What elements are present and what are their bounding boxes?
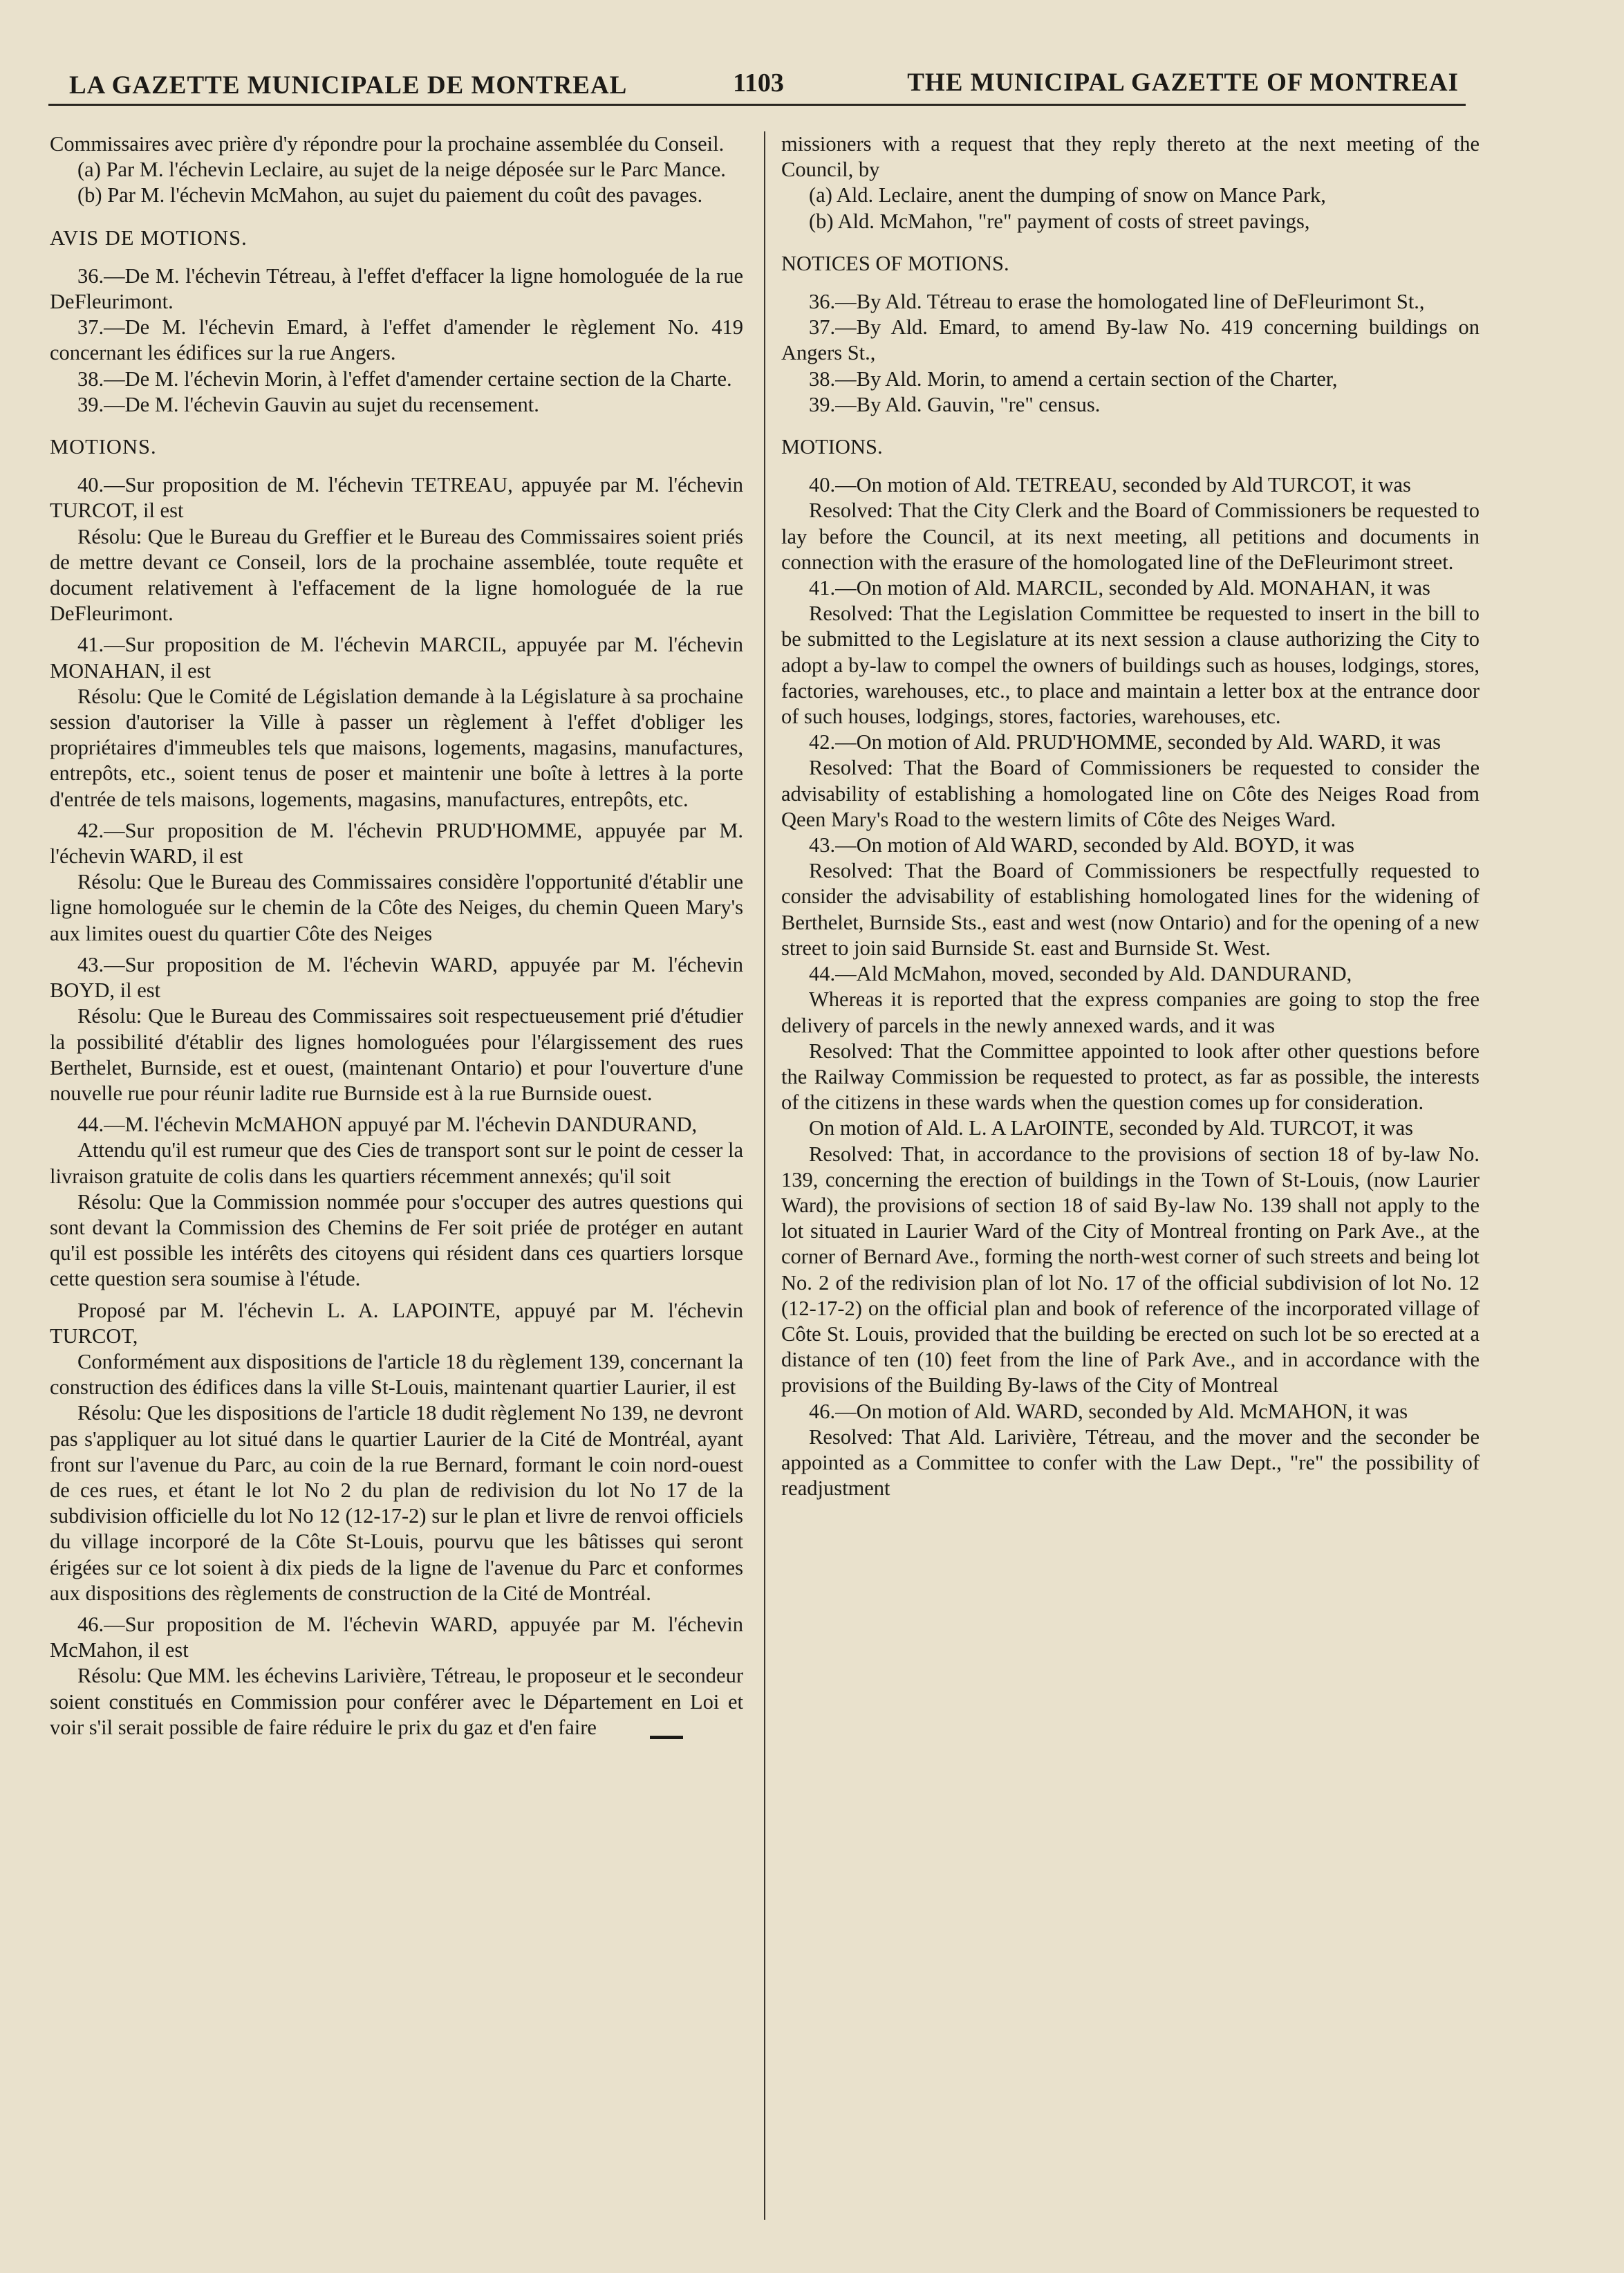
en-motion-43-resolution: Resolved: That the Board of Commissioners be respectfully requested to consider the advisability of establishing homologated lines for the widening of Berthelet, Burnside Sts., east and west (now Ontario) and for the opening of a new street to join said Burnside St. east and Burnside St. West. — [781, 859, 1480, 960]
en-motion-42-resolution: Resolved: That the Board of Commissioners be requested to consider the advisability of establishing a homologated line on Côte des Neiges Road from Qeen Mary's Road to the western limits of Côte des Neiges Ward. — [781, 756, 1480, 831]
fr-motion-43: 43.—Sur proposition de M. l'échevin WARD, appuyée par M. l'échevin BOYD, il est — [50, 952, 743, 1003]
fr-motion-42: 42.—Sur proposition de M. l'échevin PRUD'HOMME, appuyée par M. l'échevin WARD, il est — [50, 818, 743, 869]
fr-motion-45-resolution: Résolu: Que les dispositions de l'article 18 dudit règlement No 139, ne devront pas s'appliquer au lot situé dans le quartier Laurier de la Cité de Montréal, ayant front sur l'avenue du Parc, au coin de la rue Bernard, formant le coin nord-ouest de ces rues, et étant le lot No 2 du plan de redivision du lot No 17 de la subdivision officielle du lot No 12 (12-17-2) sur le plan et livre de renvoi officiels du village incorporé de la Côte St-Louis, pourvu que les bâtisses qui seront érigées sur ce lot soient à dix pieds de la ligne de l'avenue du Parc et conformes aux dispositions des règlements de construction de la Cité de Montréal. — [50, 1401, 743, 1605]
fr-notice-38: 38.—De M. l'échevin Morin, à l'effet d'amender certaine section de la Charte. — [77, 367, 732, 391]
fr-motion-41-resolution: Résolu: Que le Comité de Législation demande à la Législature à sa prochaine session d'autoriser la Ville à passer un règlement à l'effet d'obliger les propriétaires d'immeubles tels que maisons, logements, magasins, manufactures, entrepôts, etc., soient tenus de poser et maintenir une boîte à lettres à la porte d'entrée de tels maisons, logements, magasins, manufactures, entrepôts, etc. — [50, 684, 743, 811]
fr-motion-40: 40.—Sur proposition de M. l'échevin TETREAU, appuyée par M. l'échevin TURCOT, il est — [50, 473, 743, 523]
fr-motion-41: 41.—Sur proposition de M. l'échevin MARCIL, appuyée par M. l'échevin MONAHAN, il est — [50, 633, 743, 683]
page-number: 1103 — [733, 68, 784, 98]
fr-motion-40-resolution: Résolu: Que le Bureau du Greffier et le Bureau des Commissaires soient priés de mettre devant ce Conseil, lors de la prochaine assemblée, toute requête et document relativement à l'effacement de la ligne homologuée de la rue DeFleurimont. — [50, 524, 743, 626]
fr-question-a: (a) Par M. l'échevin Leclaire, au sujet de la neige déposée sur le Parc Mance. — [77, 158, 726, 182]
en-motion-41-resolution: Resolved: That the Legislation Committee be requested to insert in the bill to be submitted to the Legislature at its next session a clause authorizing the City to adopt a by-law to compel the owners of buildings such as houses, lodgings, stores, factories, warehouses, etc., to place and maintain a letter box at the entrance door of such houses, lodgings, stores, factories, warehouses, etc. — [781, 602, 1480, 729]
fr-motion-46: 46.—Sur proposition de M. l'échevin WARD, appuyée par M. l'échevin McMahon, il est — [50, 1612, 743, 1662]
fr-motion-46-resolution: Résolu: Que MM. les échevins Larivière, Tétreau, le proposeur et le secondeur soient constitués en Commission pour conférer avec le Département en Loi et voir s'il serait possible de faire réduire le prix du gaz et d'en faire — [50, 1664, 743, 1739]
en-motion-40: 40.—On motion of Ald. TETREAU, seconded by Ald TURCOT, it was — [809, 473, 1411, 497]
en-motion-40-resolution: Resolved: That the City Clerk and the Board of Commissioners be requested to lay before the Council, at its next meeting, all petitions and documents in connection with the erasure of the homologated line of the DeFleurimont street. — [781, 499, 1480, 574]
en-motion-42: 42.—On motion of Ald. PRUD'HOMME, seconded by Ald. WARD, it was — [809, 730, 1441, 754]
fr-motion-43-resolution: Résolu: Que le Bureau des Commissaires soit respectueusement prié d'étudier la possibilité d'établir des lignes homologuées pour l'élargissement des rues Berthelet, Burnside, est et ouest, (maintenant Ontario) et pour l'ouverture d'une nouvelle rue pour réunir ladite rue Burnside est à la rue Burnside ouest. — [50, 1004, 743, 1105]
fr-question-b: (b) Par M. l'échevin McMahon, au sujet du paiement du coût des pavages. — [77, 183, 703, 207]
en-notice-36: 36.—By Ald. Tétreau to erase the homologated line of DeFleurimont St., — [809, 290, 1425, 314]
en-question-a: (a) Ald. Leclaire, anent the dumping of snow on Mance Park, — [809, 183, 1326, 207]
en-motion-44-resolution: Resolved: That the Committee appointed to look after other questions before the Railway Commission be requested to protect, as far as possible, the interests of the citizens in these wards when the question comes up for consideration. — [781, 1039, 1480, 1115]
en-notice-39: 39.—By Ald. Gauvin, "re" census. — [809, 392, 1101, 416]
page-header — [69, 59, 1459, 108]
english-masthead: THE MUNICIPAL GAZETTE OF MONTREAI — [907, 68, 1459, 97]
fr-notices-heading: AVIS DE MOTIONS. — [50, 225, 248, 250]
en-motion-46: 46.—On motion of Ald. WARD, seconded by Ald. McMAHON, it was — [809, 1399, 1408, 1423]
header-rule — [48, 104, 1466, 106]
en-motion-46-resolution: Resolved: That Ald. Larivière, Tétreau, and the mover and the seconder be appointed as a Committee to confer with the Law Dept., "re" the possibility of readjustment — [781, 1425, 1480, 1501]
french-masthead: LA GAZETTE MUNICIPALE DE MONTREAL — [69, 71, 628, 100]
fr-motion-44-resolution: Résolu: Que la Commission nommée pour s'occuper des autres questions qui sont devant la Commission des Chemins de Fer soit priée de protéger en autant qu'il est possible les intérêts des citoyens qui résident dans ces quartiers lorsque cette question sera soumise à l'étude. — [50, 1189, 743, 1291]
column-divider — [764, 131, 765, 2220]
fr-motion-44-whereas: Attendu qu'il est rumeur que des Cies de transport sont sur le point de cesser la livraison gratuite de colis dans les quartiers récemment annexés; qu'il soit — [50, 1138, 743, 1188]
fr-motion-42-resolution: Résolu: Que le Bureau des Commissaires considère l'opportunité d'établir une ligne homologuée sur le chemin de la Côte des Neiges, du chemin Queen Mary's aux limites ouest du quartier Côte des Neiges — [50, 870, 743, 945]
en-motion-44: 44.—Ald McMahon, moved, seconded by Ald. DANDURAND, — [809, 962, 1352, 986]
en-motion-41: 41.—On motion of Ald. MARCIL, seconded by Ald. MONAHAN, it was — [809, 576, 1430, 600]
en-question-b: (b) Ald. McMahon, "re" payment of costs of street pavings, — [809, 209, 1310, 233]
fr-motion-45-preamble: Conformément aux dispositions de l'article 18 du règlement 139, concernant la construction des édifices dans la ville St-Louis, maintenant quartier Laurier, il est — [50, 1349, 743, 1400]
en-motion-44-whereas: Whereas it is reported that the express companies are going to stop the free delivery of parcels in the newly annexed wards, and it was — [781, 987, 1480, 1037]
fr-motion-44: 44.—M. l'échevin McMAHON appuyé par M. l'échevin DANDURAND, — [77, 1113, 698, 1137]
en-notice-37: 37.—By Ald. Emard, to amend By-law No. 419 concerning buildings on Angers St., — [781, 315, 1480, 365]
en-motions-heading: MOTIONS. — [781, 435, 883, 459]
ink-dash-mark — [650, 1736, 683, 1739]
fr-motion-45: Proposé par M. l'échevin L. A. LAPOINTE, appuyé par M. l'échevin TURCOT, — [50, 1298, 743, 1348]
english-column — [781, 131, 1480, 1501]
en-motion-45: On motion of Ald. L. A LArOINTE, seconded by Ald. TURCOT, it was — [809, 1116, 1413, 1140]
fr-intro: Commissaires avec prière d'y répondre pour la prochaine assemblée du Conseil. — [50, 132, 725, 156]
fr-notice-36: 36.—De M. l'échevin Tétreau, à l'effet d'effacer la ligne homologuée de la rue DeFleurimont. — [50, 263, 743, 314]
french-column — [50, 131, 743, 1741]
fr-notice-39: 39.—De M. l'échevin Gauvin au sujet du recensement. — [77, 392, 539, 416]
en-notices-heading: NOTICES OF MOTIONS. — [781, 251, 1009, 275]
fr-notice-37: 37.—De M. l'échevin Emard, à l'effet d'amender le règlement No. 419 concernant les édifices sur la rue Angers. — [50, 315, 743, 365]
en-motion-45-resolution: Resolved: That, in accordance to the provisions of section 18 of by-law No. 139, concerning the erection of buildings in the Town of St-Louis, (now Laurier Ward), the provisions of section 18 of said By-law No. 139 shall not apply to the lot situated in Laurier Ward of the City of Montreal fronting on Park Ave., at the corner of Bernard Ave., forming the north-west corner of such streets and being lot No. 2 of the redivision plan of lot No. 17 of the official subdivision of lot No. 12 (12-17-2) on the official plan and book of reference of the incorporated village of Côte St. Louis, provided that the building be erected on such lot be so erected at a distance of ten (10) feet from the line of Park Ave., and in accordance with the provisions of the Building By-laws of the City of Montreal — [781, 1142, 1480, 1398]
en-notice-38: 38.—By Ald. Morin, to amend a certain section of the Charter, — [809, 367, 1338, 391]
en-intro: missioners with a request that they reply thereto at the next meeting of the Council, by — [781, 132, 1480, 182]
fr-motions-heading: MOTIONS. — [50, 435, 157, 459]
en-motion-43: 43.—On motion of Ald WARD, seconded by Ald. BOYD, it was — [809, 833, 1355, 857]
